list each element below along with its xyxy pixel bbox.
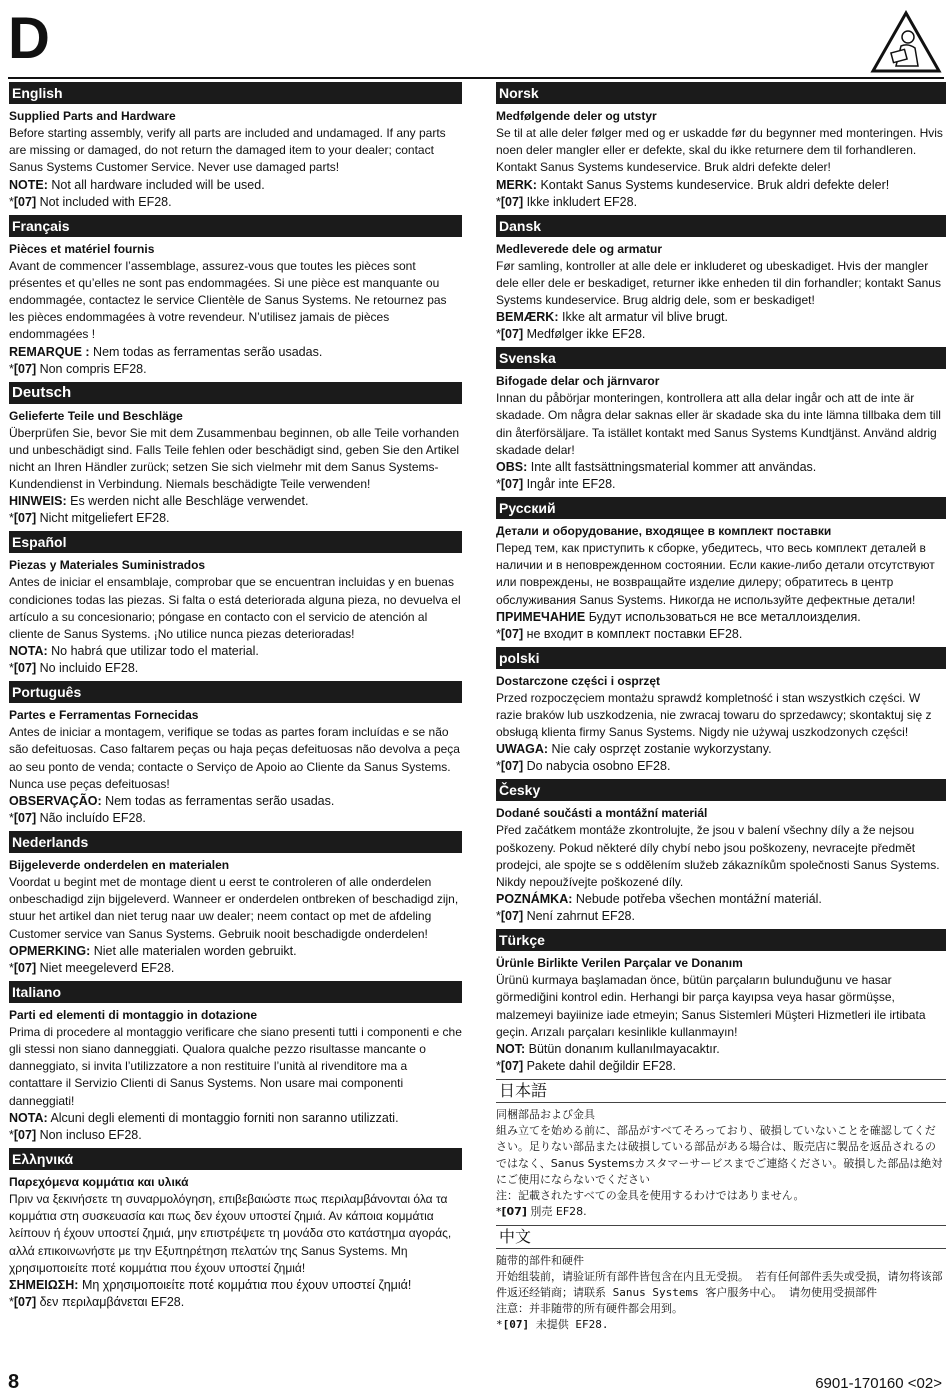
section-body: Πριν να ξεκινήσετε τη συναρμολόγηση, επιβεβαιώστε πως περιλαμβάνονται όλα τα κομμάτια στη συσκευασία και πως δεν έχουν υποστεί ζημιά. Αν κάποια κομμάτια λείπουν ή έχουν υποστεί ζημιά, μην επιστρέψετε τη μονάδα στο κατάστημα αγοράς, αλλά επικοινωνήστε με την Εξυπηρέτηση πελατών της Sanus Systems. Μη χρησιμοποιείτε ποτέ κομμάτια που έχουν υποστεί ζημιά!: [9, 1191, 452, 1275]
section-not-included: *[07] Non compris EF28.: [9, 361, 147, 376]
section-note: 注：記載されたすべての金具を使用するわけではありません。: [496, 1189, 805, 1203]
section-francais: [9, 215, 462, 378]
section-title: Svenska: [496, 347, 946, 369]
section-title: polski: [496, 647, 946, 669]
section-english: [9, 82, 462, 211]
section-not-included: *[07] δεν περιλαμβάνεται EF28.: [9, 1294, 185, 1309]
section-not-included: *[07] Není zahrnut EF28.: [496, 909, 635, 924]
section-note: OBSERVAÇÃO: Nem todas as ferramentas serão usadas.: [9, 794, 335, 809]
section-not-included: *[07] No incluido EF28.: [9, 661, 139, 676]
section-title: Español: [9, 531, 462, 553]
section-title: Italiano: [9, 981, 462, 1003]
section-note: NOTA: Alcuni degli elementi di montaggio forniti non saranno utilizzati.: [9, 1110, 399, 1125]
section-subtitle: Gelieferte Teile und Beschläge: [9, 408, 183, 423]
section-note: NOT: Bütün donanım kullanılmayacaktır.: [496, 1042, 720, 1057]
product-code: 6901-170160 <02>: [815, 1375, 942, 1392]
section-body: Prima di procedere al montaggio verificare che siano presenti tutti i componenti e che gli stessi non siano danneggiati. Qualora qualche pezzo risultasse mancante o danneggiato, si invita l’utilizzatore a non restituire l’unità al rivenditore ma a contattare il Servizio Clienti di Sanus Systems. Non usare mai componenti danneggiati!: [9, 1024, 462, 1108]
section-subtitle: Παρεχόμενα κομμάτια και υλικά: [9, 1174, 189, 1189]
section-note: OPMERKING: Niet alle materialen worden gebruikt.: [9, 943, 297, 958]
section-not-included: *[07] не входит в комплект поставки EF28.: [496, 626, 743, 641]
section-body: Voordat u begint met de montage dient u eerst te controleren of alle onderdelen onbeschadigd zijn bijgeleverd. Wanneer er onderdelen ontbreken of beschadigd zijn, stuur het artikel dan niet terug naar uw dealer; neem contact op met de afdeling Customer service van Sanus Systems. Gebruik nooit beschadigde onderdelen!: [9, 875, 459, 941]
section-note: OBS: Inte allt fastsättningsmaterial kommer att användas.: [496, 460, 817, 475]
section-body: Überprüfen Sie, bevor Sie mit dem Zusammenbau beginnen, ob alle Teile vorhanden und unbeschädigt sind. Falls Teile fehlen oder beschädigt sind, geben Sie den Artikel nicht an Ihren Händler zurück; setzen Sie sich vielmehr mit dem Sanus Systems-Kundendienst in Verbindung. Niemals beschädigte Teile verwenden!: [9, 425, 460, 492]
section-subtitle: Ürünle Birlikte Verilen Parçalar ve Donanım: [496, 956, 743, 971]
section-note: POZNÁMKA: Nebude potřeba všechen montážní materiál.: [496, 892, 822, 907]
section-body: 組み立てを始める前に、部品がすべてそろっており、破損していないことを確認してください。足りない部品または破損している部品がある場合は、販売店に製品を返品されるのではなく、Sanus Systemsカスタマーサービスまでご連絡ください。破損した部品は絶対にご使用にならないでください: [496, 1124, 943, 1186]
section-title: Nederlands: [9, 831, 462, 853]
section-title: 中文: [496, 1225, 946, 1249]
section-not-included: *[07] Nicht mitgeliefert EF28.: [9, 511, 170, 526]
section-body: Before starting assembly, verify all parts are included and undamaged. If any parts are missing or damaged, do not return the damaged item to your dealer; contact Sanus Systems Customer Service. Never use damaged parts!: [9, 126, 446, 175]
header-rule: [8, 77, 944, 79]
section-italiano: [9, 981, 462, 1144]
section-note: ΣΗΜΕΙΩΣΗ: Μη χρησιμοποιείτε ποτέ κομμάτια που έχουν υποστεί ζημιά!: [9, 1277, 412, 1292]
section-dansk: [496, 215, 946, 344]
section-not-included: *[07] 未提供 EF28.: [496, 1318, 609, 1332]
section-body: Antes de iniciar el ensamblaje, comprobar que se encuentran incluidas y en buenas condiciones todas las piezas. Si falta o está deteriorada alguna pieza, no devuelva el artículo a su concesionario; póngase en contacto con el servicio de atención al cliente de Sanus Systems. ¡No utilice nunca piezas deterioradas!: [9, 575, 461, 642]
section-subtitle: Piezas y Materiales Suministrados: [9, 558, 206, 573]
section-body: Innan du påbörjar monteringen, kontrollera att alla delar ingår och att de inte är skadade. Om några delar saknas eller är skadade ska du inte lämna tillbaka dem till din återförsäljare. Ta istället kontakt med Sanus Systems Kundtjänst. Använd aldrig skadade delar!: [496, 391, 941, 457]
section-cesky: [496, 779, 946, 925]
section-subtitle: Parti ed elementi di montaggio in dotazione: [9, 1007, 258, 1022]
section-japanese: [496, 1079, 946, 1220]
section-subtitle: Bifogade delar och järnvaror: [496, 374, 660, 389]
section-russkiy: [496, 497, 946, 643]
right-column: [496, 82, 946, 1338]
section-title: Português: [9, 681, 462, 703]
section-body: Se til at alle deler følger med og er uskadde før du begynner med monteringen. Hvis noen deler mangler eller er defekte, skal du ikke returnere dem til forhandleren. Kontakt Sanus Systems kundeservice. Bruk aldri defekte deler!: [496, 126, 943, 175]
section-subtitle: Dostarczone części i osprzęt: [496, 673, 661, 688]
section-ellinika: [9, 1148, 462, 1311]
section-espanol: [9, 531, 462, 677]
section-not-included: *[07] Non incluso EF28.: [9, 1127, 142, 1142]
section-subtitle: Medfølgende deler og utstyr: [496, 109, 657, 123]
section-subtitle: Supplied Parts and Hardware: [9, 109, 176, 123]
section-title: Dansk: [496, 215, 946, 237]
section-note: BEMÆRK: Ikke alt armatur vil blive brugt.: [496, 310, 729, 325]
section-body: Antes de iniciar a montagem, verifique se todas as partes foram incluídas e se não são defeituosas. Caso faltarem peças ou haja peças defeituosas não devolva a peça ao seu ponto de venda; contacte o Serviço de Apoio ao Cliente da Sanus Systems. Nunca use peças defeituosas!: [9, 725, 460, 791]
section-title: Français: [9, 215, 462, 237]
section-body: Przed rozpoczęciem montażu sprawdź kompletność i stan wszystkich części. W razie braków lub uszkodzenia, nie zwracaj towaru do sprzedawcy; skontaktuj się z obsługą klienta firmy Sanus Systems. Nigdy nie używaj uszkodzonych części!: [496, 690, 932, 740]
section-subtitle: Dodané součásti a montážní materiál: [496, 806, 708, 821]
section-letter: D: [8, 6, 50, 71]
section-polski: [496, 647, 946, 776]
section-body: Ürünü kurmaya başlamadan önce, bütün parçaların bulunduğunu ve hasar görmediğini kontrol edin. Herhangi bir parça kayıpsa veya hasar görmüşse, malzemeyi bayiinize iade etmeyin; Sanus Sistemleri Müşteri Hizmetleri ile irtibata geçin. Arızalı parçaları kesinlikle kullanmayın!: [496, 973, 926, 1039]
section-not-included: *[07] Pakete dahil değildir EF28.: [496, 1059, 676, 1074]
section-note: NOTE: Not all hardware included will be used.: [9, 177, 265, 192]
section-title: Русский: [496, 497, 946, 519]
page-number: 8: [8, 1371, 20, 1393]
section-not-included: *[07] Não incluído EF28.: [9, 811, 146, 826]
section-body: Před začátkem montáže zkontrolujte, že jsou v balení všechny díly a že nejsou poškozeny. Pokud některé díly chybí nebo jsou poškozeny, nevracejte předmět prodejci, ale spojte se s oddělením služeb zákazníkům společnosti Sanus Systems. Nikdy nepoužívejte poškozené díly.: [496, 823, 940, 890]
section-body: Перед тем, как приступить к сборке, убедитесь, что весь комплект деталей в наличии и в неповрежденном состоянии. Если какие-либо детали отсутствуют или повреждены, не возвращайте изделие дилеру; обратитесь в центр обслуживания Sanus Systems. Никогда не используйте дефектные детали!: [496, 541, 935, 607]
section-portugues: [9, 681, 462, 827]
section-not-included: *[07] 別売 EF28.: [496, 1205, 587, 1219]
section-body: Avant de commencer l’assemblage, assurez-vous que toutes les pièces sont présentes et qu’elles ne sont pas endommagées. Si une pièce est manquante ou endommagée, contactez le service Clientèle de Sanus Systems. Ne retournez pas les pièces endommagées à votre revendeur. N’utilisez jamais de pièces endommagées !: [9, 258, 447, 342]
warning-reading-icon: [870, 10, 942, 74]
section-nederlands: [9, 831, 462, 977]
section-title: Ελληνικά: [9, 1148, 462, 1170]
left-column: [9, 82, 462, 1315]
section-title: Deutsch: [9, 382, 462, 404]
section-svenska: [496, 347, 946, 493]
section-body: Før samling, kontroller at alle dele er inkluderet og ubeskadiget. Hvis der mangler dele eller dele er beskadiget, returner ikke enheden til din forhandler; kontakt Sanus Systems kundeservice. Brug aldrig dele, som er beskadiget!: [496, 258, 941, 308]
section-title: Norsk: [496, 82, 946, 104]
section-deutsch: [9, 382, 462, 528]
section-subtitle: Pièces et matériel fournis: [9, 241, 155, 256]
section-not-included: *[07] Niet meegeleverd EF28.: [9, 960, 175, 975]
section-title: Česky: [496, 779, 946, 801]
section-subtitle: Partes e Ferramentas Fornecidas: [9, 708, 199, 723]
section-not-included: *[07] Not included with EF28.: [9, 194, 172, 209]
section-note: HINWEIS: Es werden nicht alle Beschläge verwendet.: [9, 494, 309, 509]
section-subtitle: Medleverede dele og armatur: [496, 241, 663, 256]
section-subtitle: 同梱部品および金具: [496, 1108, 595, 1122]
section-subtitle: Детали и оборудование, входящее в комплект поставки: [496, 524, 832, 539]
section-subtitle: Bijgeleverde onderdelen en materialen: [9, 858, 230, 873]
section-not-included: *[07] Ingår inte EF28.: [496, 477, 616, 492]
section-note: NOTA: No habrá que utilizar todo el material.: [9, 644, 259, 659]
section-note: MERK: Kontakt Sanus Systems kundeservice. Bruk aldri defekte deler!: [496, 177, 890, 192]
section-norsk: [496, 82, 946, 211]
section-not-included: *[07] Ikke inkludert EF28.: [496, 194, 638, 209]
section-not-included: *[07] Do nabycia osobno EF28.: [496, 759, 671, 774]
section-note: REMARQUE : Nem todas as ferramentas serão usadas.: [9, 344, 323, 359]
section-chinese: [496, 1225, 946, 1334]
section-title: 日本語: [496, 1079, 946, 1103]
section-turkce: [496, 929, 946, 1075]
section-body: 开始组装前，请验证所有部件皆包含在内且无受损。 若有任何部件丢失或受损，请勿将该部件返还经销商；请联系 Sanus Systems 客户服务中心。 请勿使用受损部件: [496, 1269, 943, 1299]
section-note: UWAGA: Nie cały osprzęt zostanie wykorzystany.: [496, 742, 772, 757]
section-note: ПРИМЕЧАНИЕ Будут использоваться не все металлоизделия.: [496, 609, 861, 624]
section-not-included: *[07] Medfølger ikke EF28.: [496, 327, 646, 342]
section-title: Türkçe: [496, 929, 946, 951]
section-title: English: [9, 82, 462, 104]
section-subtitle: 随带的部件和硬件: [496, 1253, 584, 1267]
section-note: 注意：并非随带的所有硬件都会用到。: [496, 1302, 683, 1316]
